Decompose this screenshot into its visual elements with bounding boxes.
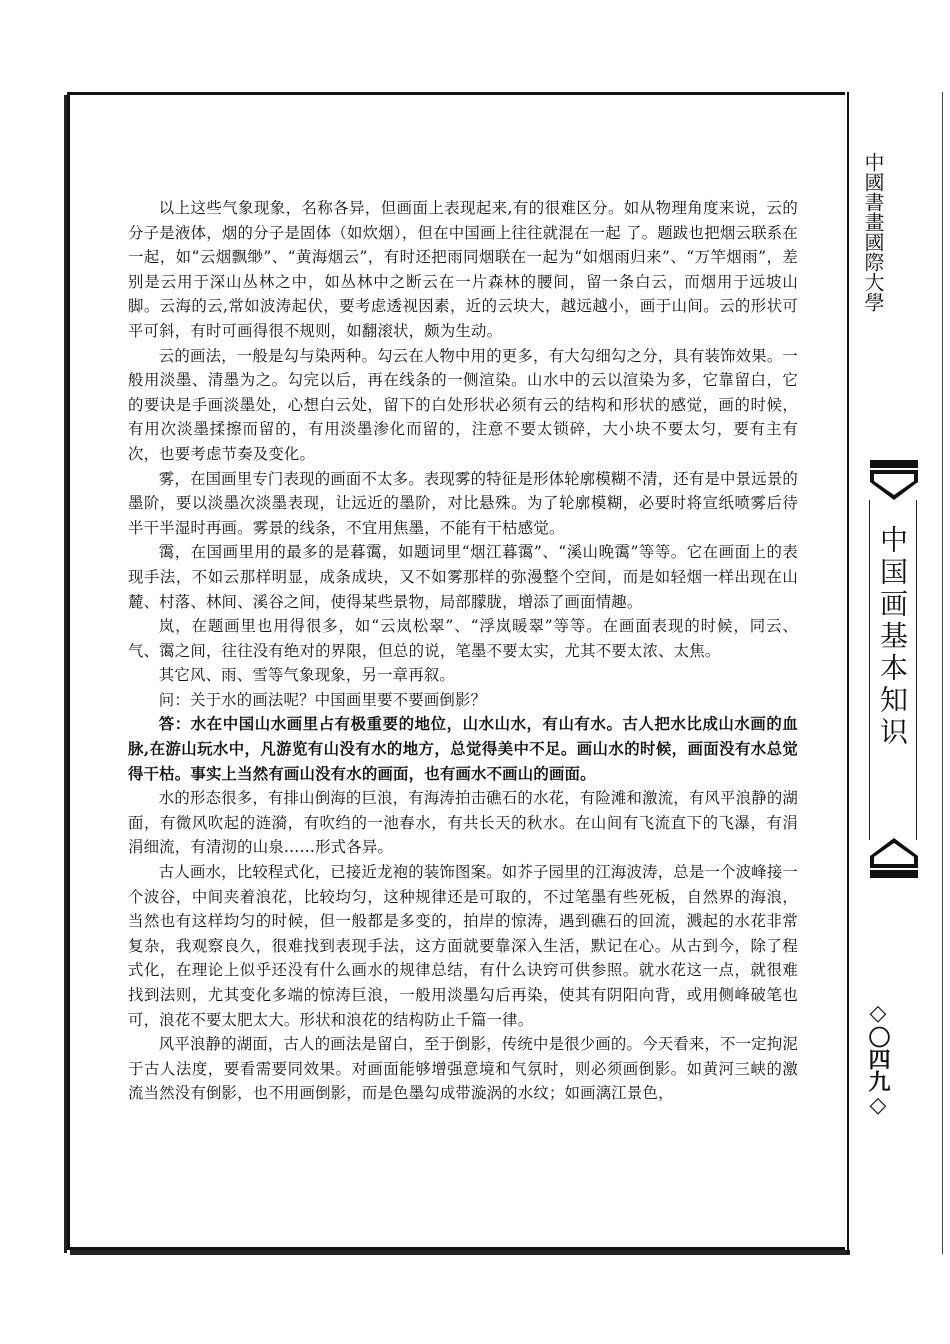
ornament-bar-bottom: [870, 870, 918, 878]
paragraph: 岚，在题画里也用得很多，如“云岚松翠”、“浮岚暖翠”等等。在画面表现的时候，同云、气、霭之间，往往没有绝对的界限，但总的说，笔墨不要太实，尤其不要太浓、太焦。: [128, 617, 798, 660]
sidebar-rule: [847, 92, 849, 1254]
ornament-bar-top: [870, 460, 918, 468]
page-number: ◇〇四九◇: [865, 1000, 891, 1118]
paragraph: 以上这些气象现象，名称各异，但画面上表现起来,有的很难区分。如从物理角度来说，云的分子是液体，烟的分子是固体（如炊烟），但在中国画上往往就混在一起 了。题跋也把烟云联系在一起，如“云烟飘缈”、“黄海烟云”，有时还把雨同烟联在一起为“如烟雨归来”、“万竿烟雨”，差别是云用于深山丛林之中，如丛林中之断云在一片森林的腰间，留一条白云，而烟用于远坡山脚。云海的云,常如波涛起伏，要考虑透视因素，近的云块大，越远越小，画于山间。云的形状可平可斜，有时可画得很不规则，如翻滚状，颇为生动。: [128, 199, 798, 340]
answer: 答：水在中国山水画里占有极重要的地位，山水山水，有山有水。古人把水比成山水画的血脉,在游山玩水中，凡游览有山没有水的地方，总觉得美中不足。画山水的时候，画面没有水总觉得干枯。事实上当然有画山没有水的画面，也有画水不画山的画面。: [128, 715, 798, 783]
book-title: 中国画基本知识: [876, 525, 909, 749]
paragraph: 古人画水，比较程式化，已接近龙袍的装饰图案。如芥子园里的江海波涛，总是一个波峰接一个波谷，中间夹着浪花，比较均匀，这种规律还是可取的，不过笔墨有些死板，自然界的海浪，当然也有这样均匀的时候，但一般都是多变的，拍岸的惊涛，遇到礁石的回流，溅起的水花非常复杂，我观察良久，很难找到表现手法，这方面就要靠深入生活，默记在心。从古到今，除了程式化，在理论上似乎还没有什么画水的规律总结，有什么诀窍可供参照。就水花这一点，就很难找到法则，尤其变化多端的惊涛巨浪，一般用淡墨勾后再染，使其有阴阳向背，或用侧峰破笔也可，浪花不要太肥太大。形状和浪花的结构防止千篇一律。: [128, 863, 799, 1029]
paragraph: 雾，在国画里专门表现的画面不太多。表现雾的特征是形体轮廓模糊不清，还有是中景远景的墨阶，要以淡墨次淡墨表现，让远近的墨阶，对比悬殊。为了轮廓模糊，必要时将宣纸喷雾后待半干半湿时再画。雾景的线条，不宜用焦墨，不能有干枯感觉。: [128, 469, 799, 537]
paragraph: 水的形态很多，有排山倒海的巨浪，有海涛拍击礁石的水花，有险滩和激流，有风平浪静的湖面，有微风吹起的涟漪，有吹绉的一池春水，有共长天的秋水。在山间有飞流直下的飞瀑，有涓涓细流，有清沏的山泉……形式各异。: [128, 789, 799, 857]
frame-shadow-bottom: [70, 1250, 850, 1255]
outer-rule: [942, 92, 943, 1254]
paragraph: 霭，在国画里用的最多的是暮霭，如题词里“烟江暮霭”、“溪山晚霭”等等。它在画面上的表现手法，不如云那样明显，成条成块，又不如雾那样的弥漫整个空间，而是如轻烟一样出现在山麓、村落、林间、溪谷之间，使得某些景物，局部朦胧，增添了画面情趣。: [128, 543, 798, 611]
body-text: [128, 196, 798, 1106]
paragraph: 云的画法，一般是勾与染两种。勾云在人物中用的更多，有大勾细勾之分，具有装饰效果。一般用淡墨、清墨为之。勾完以后，再在线条的一侧渲染。山水中的云以渲染为多，它靠留白，它的要诀是手画淡墨处，心想白云处，留下的白处形状必须有云的结构和形状的感觉，画的时候，有用次淡墨揉擦而留的，有用淡墨渗化而留的，注意不要太锁碎，大小块不要太匀，要有主有次，也要考虑节奏及变化。: [128, 346, 799, 463]
paragraph: 风平浪静的湖面，古人的画法是留白，至于倒影，传统中是很少画的。今天看来，不一定拘泥于古人法度，要看需要同效果。对画面能够增强意境和气氛时，则必须画倒影。如黄河三峡的激流当然没有倒影，也不用画倒影，而是色墨勾成带漩涡的水纹；如画漓江景色，: [128, 1035, 799, 1103]
frame-shadow-left: [64, 95, 67, 1253]
question: 问：关于水的画法呢？中国画里要不要画倒影？: [158, 690, 487, 709]
institution-name: 中國書畫國際大學: [861, 152, 885, 312]
paragraph: 其它风、雨、雪等气象现象，另一章再叙。: [158, 666, 456, 685]
